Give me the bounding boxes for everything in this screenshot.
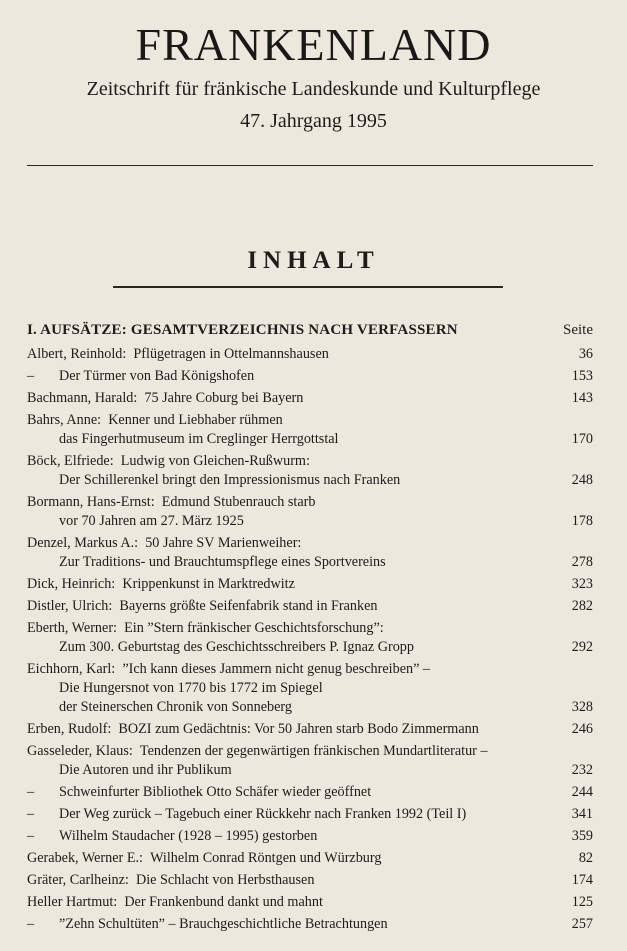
toc-entry	[27, 345, 593, 367]
entry-author: Heller Hartmut:	[27, 894, 118, 910]
entry-author: Bachmann, Harald:	[27, 390, 138, 406]
entry-title: vor 70 Jahren am 27. März 1925	[59, 513, 244, 529]
entry-author: Erben, Rudolf:	[27, 721, 112, 737]
entry-first-line	[27, 534, 543, 553]
same-author-dash: –	[27, 828, 35, 844]
entry-page-number: 244	[571, 784, 593, 800]
entry-title: Ludwig von Gleichen-Rußwurm:	[120, 453, 310, 469]
entry-first-line	[27, 389, 543, 408]
toc-entry	[27, 915, 593, 937]
entry-continuation-line	[27, 761, 543, 780]
entry-first-line	[27, 742, 543, 761]
entry-page-number: 178	[571, 513, 593, 529]
entry-title: Ein ”Stern fränkischer Geschichtsforschung”:	[124, 620, 384, 636]
entry-page-number: 323	[571, 576, 593, 592]
entry-first-line	[27, 619, 543, 638]
entry-title: 75 Jahre Coburg bei Bayern	[144, 390, 304, 406]
index-category: I. AUFSÄTZE: GESAMTVERZEICHNIS NACH VERFASSERN	[27, 322, 458, 338]
entry-title: Die Autoren und ihr Publikum	[59, 762, 232, 778]
toc-entry	[27, 534, 593, 575]
toc-entry	[27, 827, 593, 849]
entry-page-number: 143	[571, 390, 593, 406]
toc-entry	[27, 367, 593, 389]
same-author-dash: –	[27, 806, 35, 822]
magazine-subtitle: Zeitschrift für fränkische Landeskunde und Kulturpflege	[86, 78, 541, 100]
entry-page-number: 174	[571, 872, 593, 888]
entry-page-number: 292	[571, 639, 593, 655]
entry-title: Die Schlacht von Herbsthausen	[135, 872, 315, 888]
toc-entry	[27, 575, 593, 597]
entry-title: 50 Jahre SV Marienweiher:	[145, 535, 302, 551]
entry-title: ”Ich kann dieses Jammern nicht genug beschreiben” –	[122, 661, 431, 677]
entry-title: BOZI zum Gedächtnis: Vor 50 Jahren starb Bodo Zimmermann	[118, 721, 479, 737]
masthead	[0, 18, 627, 134]
toc-entry	[27, 411, 593, 452]
entry-page-number: 248	[571, 472, 593, 488]
entry-author: Böck, Elfriede:	[27, 453, 114, 469]
entry-title: Tendenzen der gegenwärtigen fränkischen Mundartliteratur –	[139, 743, 488, 759]
entry-title: Krippenkunst in Marktredwitz	[122, 576, 295, 592]
entry-title: Pflügetragen in Ottelmannshausen	[133, 346, 329, 362]
heading-divider	[113, 286, 503, 288]
entry-page-number: 232	[571, 762, 593, 778]
entry-title: Bayerns größte Seifenfabrik stand in Franken	[119, 598, 378, 614]
entry-title: Wilhelm Staudacher (1928 – 1995) gestorben	[59, 828, 318, 844]
same-author-dash: –	[27, 368, 35, 384]
entry-title: Zum 300. Geburtstag des Geschichtsschreibers P. Ignaz Gropp	[59, 639, 414, 655]
entry-first-line	[27, 827, 543, 846]
entry-page-number: 82	[578, 850, 593, 866]
toc-entry	[27, 871, 593, 893]
entry-first-line	[27, 597, 543, 616]
entry-title: Der Türmer von Bad Königshofen	[59, 368, 255, 384]
entry-title: das Fingerhutmuseum im Creglinger Herrgottstal	[59, 431, 339, 447]
toc-entry	[27, 619, 593, 660]
toc-entry	[27, 597, 593, 619]
entry-author: Eichhorn, Karl:	[27, 661, 116, 677]
contents-heading: INHALT	[247, 247, 380, 274]
entry-continuation-line	[27, 430, 543, 449]
entry-page-number: 246	[571, 721, 593, 737]
toc-entry	[27, 893, 593, 915]
magazine-title: FRANKENLAND	[135, 19, 492, 70]
toc-entry	[27, 452, 593, 493]
entry-author: Bahrs, Anne:	[27, 412, 102, 428]
entry-first-line	[27, 805, 543, 824]
toc-entry	[27, 849, 593, 871]
entry-author: Gerabek, Werner E.:	[27, 850, 143, 866]
entry-page-number: 328	[571, 699, 593, 715]
entry-title: Schweinfurter Bibliothek Otto Schäfer wieder geöffnet	[59, 784, 372, 800]
entry-page-number: 36	[578, 346, 593, 362]
entry-author: Eberth, Werner:	[27, 620, 117, 636]
entry-page-number: 359	[571, 828, 593, 844]
entry-author: Distler, Ulrich:	[27, 598, 113, 614]
entry-first-line	[27, 783, 543, 802]
entry-title: Edmund Stubenrauch starb	[161, 494, 316, 510]
entry-title: Wilhelm Conrad Röntgen und Würzburg	[150, 850, 382, 866]
same-author-dash: –	[27, 916, 35, 932]
entry-first-line	[27, 345, 543, 364]
entry-continuation-line	[27, 679, 543, 698]
entry-page-number: 257	[571, 916, 593, 932]
entry-author: Denzel, Markus A.:	[27, 535, 139, 551]
entry-title: ”Zehn Schultüten” – Brauchgeschichtliche Betrachtungen	[59, 916, 388, 932]
toc-entry	[27, 805, 593, 827]
entry-title: Die Hungersnot von 1770 bis 1772 im Spiegel	[59, 680, 323, 696]
entry-author: Albert, Reinhold:	[27, 346, 127, 362]
entry-first-line	[27, 452, 543, 471]
entry-continuation-line	[27, 471, 543, 490]
entry-page-number: 341	[571, 806, 593, 822]
entry-first-line	[27, 720, 543, 739]
entry-author: Dick, Heinrich:	[27, 576, 116, 592]
entry-first-line	[27, 849, 543, 868]
toc-entry	[27, 720, 593, 742]
entry-first-line	[27, 915, 543, 934]
toc-entry	[27, 742, 593, 783]
entry-first-line	[27, 411, 543, 430]
entry-continuation-line	[27, 698, 543, 717]
entry-first-line	[27, 660, 543, 679]
entry-title: Zur Traditions- und Brauchtumspflege eines Sportvereins	[59, 554, 386, 570]
table-of-contents	[27, 345, 593, 937]
entry-first-line	[27, 893, 543, 912]
entry-author: Gräter, Carlheinz:	[27, 872, 129, 888]
entry-page-number: 278	[571, 554, 593, 570]
entry-title: Der Schillerenkel bringt den Impressionismus nach Franken	[59, 472, 401, 488]
entry-first-line	[27, 871, 543, 890]
toc-entry	[27, 783, 593, 805]
entry-first-line	[27, 575, 543, 594]
entry-page-number: 282	[571, 598, 593, 614]
toc-entry	[27, 660, 593, 720]
toc-entry	[27, 493, 593, 534]
entry-continuation-line	[27, 638, 543, 657]
index-header	[27, 320, 593, 340]
entry-page-number: 125	[571, 894, 593, 910]
entry-title: der Steinerschen Chronik von Sonneberg	[59, 699, 292, 715]
same-author-dash: –	[27, 784, 35, 800]
entry-title: Der Frankenbund dankt und mahnt	[124, 894, 323, 910]
volume-line: 47. Jahrgang 1995	[240, 110, 387, 132]
entry-page-number: 153	[571, 368, 593, 384]
page-column-label: Seite	[563, 322, 593, 338]
entry-continuation-line	[27, 512, 543, 531]
entry-first-line	[27, 367, 543, 386]
entry-first-line	[27, 493, 543, 512]
entry-title: Der Weg zurück – Tagebuch einer Rückkehr nach Franken 1992 (Teil I)	[59, 806, 467, 822]
entry-continuation-line	[27, 553, 543, 572]
entry-title: Kenner und Liebhaber rühmen	[108, 412, 283, 428]
entry-author: Gasseleder, Klaus:	[27, 743, 133, 759]
header-divider	[27, 165, 593, 166]
entry-author: Bormann, Hans-Ernst:	[27, 494, 155, 510]
entry-page-number: 170	[571, 431, 593, 447]
toc-entry	[27, 389, 593, 411]
